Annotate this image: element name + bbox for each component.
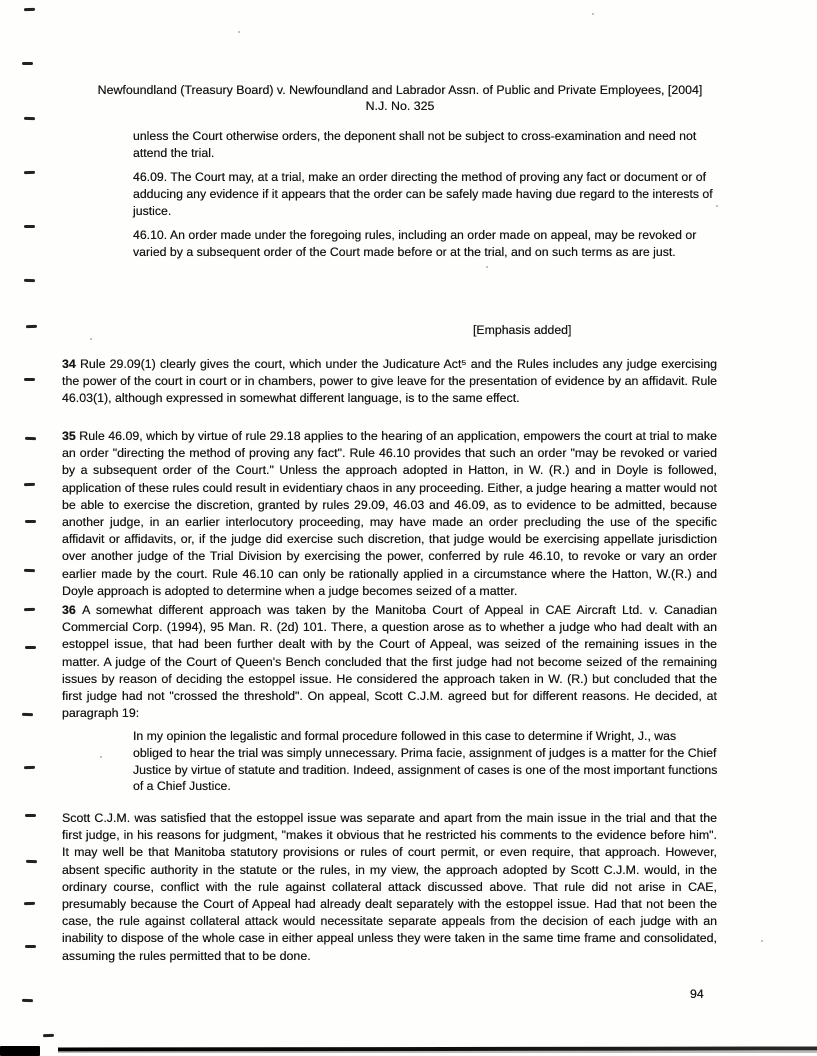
paragraph-34-text: Rule 29.09(1) clearly gives the court, which under the Judicature Act⁵ and the Rules includes any judge exercising the power of the court in court or in chambers, power to give leave for the presentation of evidence by an affidavit. Rule 46.03(1), although expressed in somewhat different language, is to the same effect. bbox=[62, 357, 717, 406]
scott-cjm-block-quote: In my opinion the legalistic and formal procedure followed in this case to determine if Wright, J., was obliged to hear the trial was simply unnecessary. Prima facie, assignment of judges is a matter for the Chief Justice by virtue of statute and tradition. Indeed, assignment of cases is one of the most important functions of a Chief Justice. bbox=[133, 729, 718, 794]
scan-noise-speck bbox=[592, 13, 594, 15]
closing-paragraph: Scott C.J.M. was satisfied that the estoppel issue was separate and apart from the main issue in the trial and that the first judge, in his reasons for judgment, "makes it obvious that he restricted his comments to the evidence before him". It may well be that Manitoba statutory provisions or rules of court permit, or even require, that approach. However, absent specific authority in the statute or the rules, in my view, the approach adopted by Scott C.J.M. would, in the ordinary course, conflict with the rule against collateral attack discussed above. That rule did not arise in CAE, presumably because the Court of Appeal had already dealt separately with the estoppel issue. Had that not been the case, the rule against collateral attack would necessitate separate appeals from the decision of each judge with an inability to dispose of the whole case in either appeal unless they were taken in the same time frame and consolidated, assuming the rules permitted that to be done. bbox=[62, 811, 717, 963]
case-citation-line1: Newfoundland (Treasury Board) v. Newfoundland and Labrador Assn. of Public and Private Employees, [2004] bbox=[97, 83, 703, 97]
scan-noise-speck bbox=[100, 756, 102, 758]
scan-edge-mark bbox=[24, 608, 35, 611]
scan-noise-speck bbox=[90, 338, 92, 340]
paragraph-36-text: A somewhat different approach was taken by the Manitoba Court of Appeal in CAE Aircraft Ltd. v. Canadian Commercial Corp. (1994), 95 Man. R. (2d) 101. There, a question arose as to whether a judge who had dealt with an estoppel issue, that had been further dealt with by the Court of Appeal, was seized of the remaining issues in the matter. A judge of the Court of Queen's Bench concluded that the first judge had not become seized of the remaining issues by reason of deciding the estoppel issue. He considered the approach taken in W. (R.) but concluded that the first judge had not "crossed the threshold". On appeal, Scott C.J.M. agreed but for different reasons. He decided, at paragraph 19: bbox=[62, 603, 717, 721]
scan-edge-mark bbox=[24, 171, 35, 174]
emphasis-added-note: [Emphasis added] bbox=[473, 323, 572, 337]
scan-edge-mark bbox=[24, 279, 35, 282]
rule-quote-46-10: 46.10. An order made under the foregoing rules, including an order made on appeal, may be revoked or varied by a subsequent order of the Court made before or at the trial, and on such terms as are just. bbox=[133, 228, 697, 259]
scan-edge-mark bbox=[24, 117, 35, 120]
scan-edge-mark bbox=[26, 325, 37, 328]
scan-bottom-edge-shadow bbox=[58, 1051, 817, 1053]
paragraph-34 bbox=[62, 356, 717, 408]
scan-noise-speck bbox=[486, 266, 488, 268]
paragraph-34-number: 34 bbox=[62, 357, 76, 371]
scan-edge-mark bbox=[24, 225, 35, 228]
scan-noise-speck bbox=[761, 940, 763, 942]
scan-edge-mark bbox=[22, 62, 33, 65]
scan-edge-mark bbox=[25, 945, 36, 948]
paragraph-35-number: 35 bbox=[62, 429, 76, 443]
paragraph-36-number: 36 bbox=[62, 603, 76, 617]
scan-noise-speck bbox=[238, 31, 240, 33]
rule-quote-46-09: 46.09. The Court may, at a trial, make an order directing the method of proving any fact or document or of adducing any evidence if it appears that the order can be safely made having due regard to the interests of justice. bbox=[133, 170, 713, 218]
case-citation-line2: N.J. No. 325 bbox=[365, 98, 435, 113]
scan-edge-mark bbox=[43, 1034, 54, 1037]
scan-edge-mark bbox=[22, 713, 33, 716]
scan-edge-mark bbox=[24, 569, 35, 572]
scan-edge-mark bbox=[25, 646, 36, 649]
scan-edge-mark bbox=[24, 902, 35, 905]
scan-edge-mark bbox=[24, 378, 35, 381]
scan-edge-mark bbox=[25, 814, 36, 817]
page-number: 94 bbox=[690, 987, 704, 1001]
paragraph-35 bbox=[62, 428, 717, 600]
scan-edge-mark bbox=[25, 437, 36, 440]
scan-edge-mark bbox=[25, 520, 36, 523]
rule-quote-continuation: unless the Court otherwise orders, the deponent shall not be subject to cross-examination and need not attend the trial. bbox=[133, 129, 697, 160]
scan-noise-speck bbox=[716, 205, 718, 207]
scan-edge-mark bbox=[26, 860, 37, 863]
paragraph-36 bbox=[62, 602, 717, 722]
paragraph-35-text: Rule 46.09, which by virtue of rule 29.18 applies to the hearing of an application, empowers the court at trial to make an order "directing the method of proving any fact". Rule 46.10 provides that such an order "may be revoked or varied by a subsequent order of the Court." Unless the approach adopted in Hatton, in W. (R.) and in Doyle is followed, application of these rules could result in evidentiary chaos in any proceeding. Either, a judge hearing a matter would not be able to exercise the discretion, granted by rules 29.09, 46.03 and 46.09, as to evidence to be admitted, because another judge, in an earlier interlocutory proceeding, may have made an order precluding the use of the specific affidavit or affidavits, or, if the judge did exercise such discretion, that judge would be exercising appellate jurisdiction over another judge of the Trial Division by exercising the power, conferred by rule 46.10, to revoke or vary an order earlier made by the court. Rule 46.10 can only be rationally applied in a circumstance where the Hatton, W.(R.) and Doyle approach is adopted to determine when a judge becomes seized of a matter. bbox=[62, 429, 718, 598]
scan-edge-mark bbox=[22, 999, 33, 1002]
scan-bottom-edge-blob bbox=[0, 1046, 40, 1056]
scan-edge-mark bbox=[24, 483, 35, 486]
scan-edge-mark bbox=[24, 8, 35, 11]
case-citation-header bbox=[70, 83, 730, 114]
scan-edge-mark bbox=[24, 766, 35, 769]
